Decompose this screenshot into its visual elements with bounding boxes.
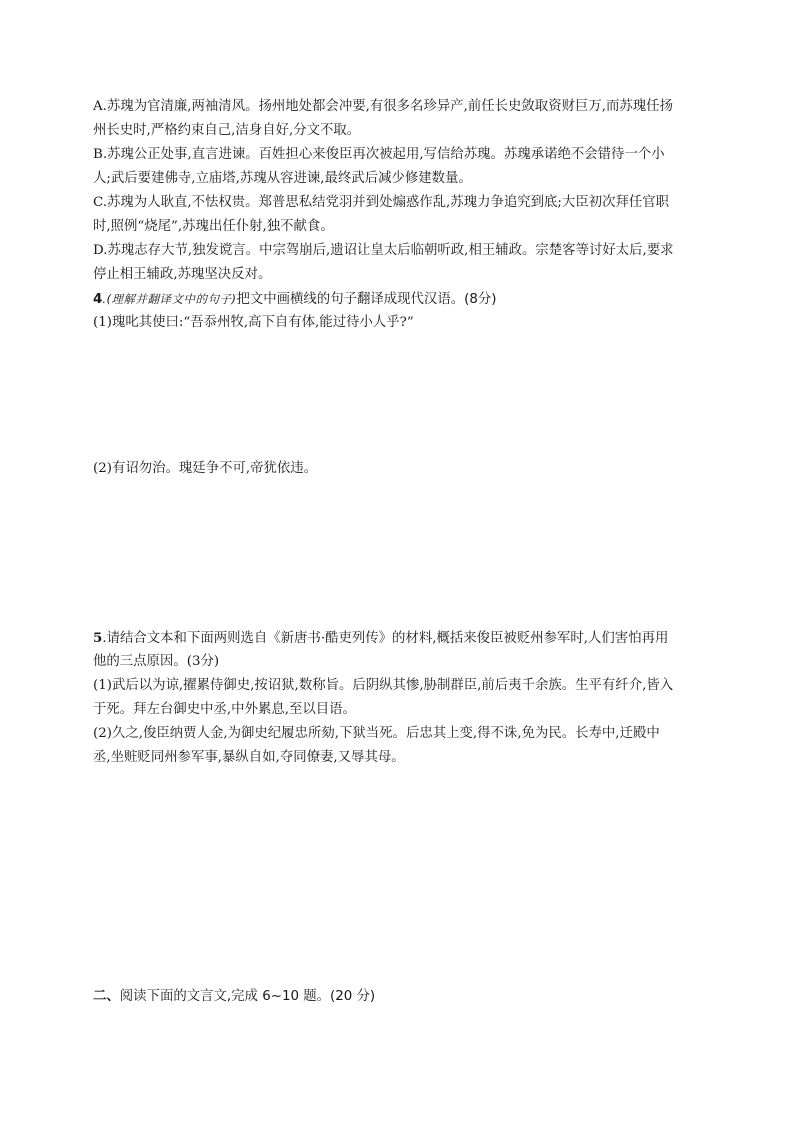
option-b-line-1: B.苏瑰公正处事,直言进谏。百姓担心来俊臣再次被起用,写信给苏瑰。苏瑰承诺绝不会错待一个小 [93,147,665,162]
option-a-line-2: 州长史时,严格约束自己,洁身自好,分文不取。 [93,123,361,138]
option-a-line-1: A.苏瑰为官清廉,两袖清风。扬州地处都会冲要,有很多名珍异产,前任长史敛取资财巨万,而苏瑰任扬 [93,99,673,114]
option-b-line-2: 人;武后要建佛寺,立庙塔,苏瑰从容进谏,最终武后减少修建数量。 [93,171,472,186]
q5-prompt-line-1: 5.请结合文本和下面两则选自《新唐书·酷吏列传》的材料,概括来俊臣被贬州参军时,人们害怕再用 [93,630,669,646]
q5-prompt-line-2: 他的三点原因。(3分) [93,654,220,669]
option-d-line-1: D.苏瑰志存大节,独发谠言。中宗驾崩后,遗诏让皇太后临朝听政,相王辅政。宗楚客等讨好太后,要求 [93,243,674,258]
q5-item-1-line-2: 于死。拜左台御史中丞,中外累息,至以目语。 [93,702,356,717]
q4-item-2-block [93,457,705,481]
section-2-heading [93,985,705,1009]
section-2-text: 阅读下面的文言文,完成 6~10 题。(20 分) [119,989,376,1004]
option-d-line-2: 停止相王辅政,苏瑰坚决反对。 [93,267,272,282]
q5-item-1-line-1: (1)武后以为谅,擢累侍御史,按诏狱,数称旨。后阴纵其惨,胁制群臣,前后夷千余族。生平有纤介,皆入 [93,678,674,693]
q5-item-2-line-2: 丞,坐赃贬同州参军事,暴纵自如,夺同僚妻,又辱其母。 [93,750,405,765]
q4-item-1: (1)瑰叱其使曰:“吾忝州牧,高下自有体,能过待小人乎?” [93,315,414,330]
q4-item-2: (2)有诏勿治。瑰廷争不可,帝犹依违。 [93,461,318,476]
question-5 [93,626,705,770]
q4-lead: .(理解并翻译文中的句子) [102,292,237,306]
q5-item-2-line-1: (2)久之,俊臣纳贾人金,为御史纪履忠所劾,下狱当死。后忠其上变,得不诛,免为民。长寿中,迁殿中 [93,726,660,741]
q4-heading [93,287,705,311]
option-c-line-1: C.苏瑰为人耿直,不怯权贵。郑普思私结党羽并到处煽惑作乱,苏瑰力争追究到底;大臣初次拜任官职 [93,195,670,210]
section-2-label: 二、 [93,989,120,1004]
question-4 [93,287,705,335]
q4-prompt: 把文中画横线的句子翻译成现代汉语。(8分) [236,292,497,307]
q3-options [93,95,705,287]
q4-number: 4 [93,292,103,307]
q5-number: 5 [93,630,103,646]
option-c-line-2: 时,照例“烧尾”,苏瑰出任仆射,独不献食。 [93,219,334,234]
